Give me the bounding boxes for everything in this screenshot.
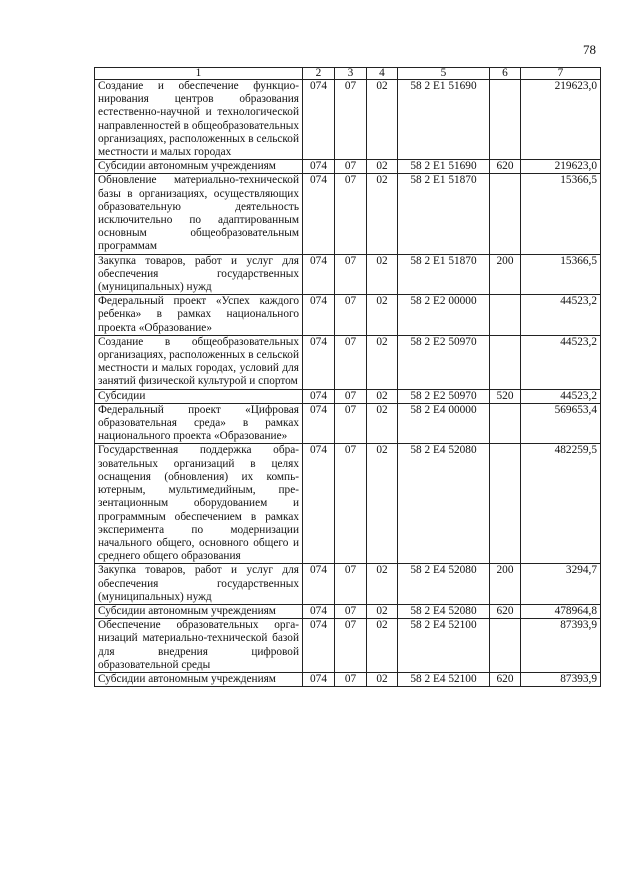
dept-code: 074 [303,295,335,336]
budget-item-name: Федеральный проект «Цифровая образовательная среда» в рамках национального проекта «Образование» [95,403,303,444]
amount-cell: 15366,5 [521,254,601,295]
section-code: 07 [335,335,367,389]
table-row [95,403,601,444]
expense-type-code: 620 [490,160,521,174]
budget-item-name: Федеральный проект «Успех каждого ребенка» в рамках национального проекта «Образование» [95,295,303,336]
section-code: 07 [335,403,367,444]
budget-item-name: Закупка товаров, работ и услуг для обеспечения государственных (муниципальных) нужд [95,254,303,295]
target-article-code: 58 2 E1 51690 [398,80,490,160]
column-header: 4 [367,68,398,80]
budget-item-name: Государственная поддержка образовательных организаций в целях оснащения (обновления) их компьютерным, мультимедийным, презентационным оборудованием и программным обеспечением в рамках эксперимента по модернизации начального общего, основного общего и среднего общего образования [95,444,303,564]
section-code: 07 [335,295,367,336]
section-code: 07 [335,604,367,618]
target-article-code: 58 2 E4 52080 [398,444,490,564]
dept-code: 074 [303,444,335,564]
table-row [95,174,601,254]
target-article-code: 58 2 E4 52080 [398,604,490,618]
amount-cell: 44523,2 [521,335,601,389]
section-code: 07 [335,444,367,564]
expense-type-code [490,444,521,564]
expense-type-code [490,295,521,336]
dept-code: 074 [303,403,335,444]
expense-type-code: 620 [490,604,521,618]
table-row [95,80,601,160]
amount-cell: 3294,7 [521,564,601,605]
section-code: 07 [335,619,367,673]
subsection-code: 02 [367,619,398,673]
target-article-code: 58 2 E4 52100 [398,672,490,686]
dept-code: 074 [303,389,335,403]
column-header: 2 [303,68,335,80]
budget-item-name: Закупка товаров, работ и услуг для обеспечения государственных (муниципальных) нужд [95,564,303,605]
amount-cell: 569653,4 [521,403,601,444]
budget-item-name: Субсидии автономным учреждениям [95,672,303,686]
budget-table [94,67,601,687]
table-row [95,444,601,564]
table-row [95,295,601,336]
amount-cell: 15366,5 [521,174,601,254]
section-code: 07 [335,160,367,174]
amount-cell: 478964,8 [521,604,601,618]
section-code: 07 [335,564,367,605]
budget-item-name: Создание и обеспечение функционирования центров образования естественно-научной и технологической направленностей в общеобразовательных организациях, расположенных в сельской местности и малых городах [95,80,303,160]
amount-cell: 87393,9 [521,672,601,686]
subsection-code: 02 [367,444,398,564]
subsection-code: 02 [367,564,398,605]
column-header: 6 [490,68,521,80]
budget-item-name: Субсидии автономным учреждениям [95,604,303,618]
target-article-code: 58 2 E4 00000 [398,403,490,444]
subsection-code: 02 [367,254,398,295]
budget-item-name: Субсидии автономным учреждениям [95,160,303,174]
target-article-code: 58 2 E2 50970 [398,389,490,403]
target-article-code: 58 2 E2 50970 [398,335,490,389]
amount-cell: 219623,0 [521,80,601,160]
dept-code: 074 [303,160,335,174]
expense-type-code [490,80,521,160]
column-header: 1 [95,68,303,80]
subsection-code: 02 [367,295,398,336]
subsection-code: 02 [367,335,398,389]
expense-type-code: 200 [490,564,521,605]
section-code: 07 [335,672,367,686]
budget-item-name: Обеспечение образовательных организаций материально-технической базой для внедрения цифровой образовательной среды [95,619,303,673]
dept-code: 074 [303,619,335,673]
section-code: 07 [335,174,367,254]
amount-cell: 87393,9 [521,619,601,673]
subsection-code: 02 [367,672,398,686]
subsection-code: 02 [367,80,398,160]
target-article-code: 58 2 E4 52100 [398,619,490,673]
target-article-code: 58 2 E1 51870 [398,174,490,254]
table-row [95,564,601,605]
dept-code: 074 [303,80,335,160]
target-article-code: 58 2 E2 00000 [398,295,490,336]
amount-cell: 482259,5 [521,444,601,564]
column-header: 3 [335,68,367,80]
budget-item-name: Создание в общеобразовательных организациях, расположенных в сельской местности и малых городах, условий для занятий физической культурой и спортом [95,335,303,389]
target-article-code: 58 2 E4 52080 [398,564,490,605]
expense-type-code [490,174,521,254]
column-header: 7 [521,68,601,80]
target-article-code: 58 2 E1 51870 [398,254,490,295]
section-code: 07 [335,254,367,295]
subsection-code: 02 [367,403,398,444]
table-header-row [95,68,601,80]
budget-item-name: Субсидии [95,389,303,403]
table-row [95,672,601,686]
budget-item-name: Обновление материально-технической базы в организациях, осуществляющих образовательную деятельность исключительно по адаптированным основным общеобразовательным программам [95,174,303,254]
expense-type-code: 620 [490,672,521,686]
table-row [95,160,601,174]
table-row [95,604,601,618]
amount-cell: 44523,2 [521,389,601,403]
expense-type-code: 520 [490,389,521,403]
dept-code: 074 [303,672,335,686]
subsection-code: 02 [367,604,398,618]
dept-code: 074 [303,604,335,618]
expense-type-code: 200 [490,254,521,295]
section-code: 07 [335,389,367,403]
amount-cell: 44523,2 [521,295,601,336]
subsection-code: 02 [367,174,398,254]
section-code: 07 [335,80,367,160]
table-row [95,619,601,673]
dept-code: 074 [303,564,335,605]
expense-type-code [490,403,521,444]
expense-type-code [490,619,521,673]
subsection-code: 02 [367,160,398,174]
table-row [95,389,601,403]
subsection-code: 02 [367,389,398,403]
target-article-code: 58 2 E1 51690 [398,160,490,174]
expense-type-code [490,335,521,389]
table-row [95,335,601,389]
page-number: 78 [583,42,596,57]
dept-code: 074 [303,335,335,389]
dept-code: 074 [303,254,335,295]
column-header: 5 [398,68,490,80]
amount-cell: 219623,0 [521,160,601,174]
dept-code: 074 [303,174,335,254]
table-row [95,254,601,295]
